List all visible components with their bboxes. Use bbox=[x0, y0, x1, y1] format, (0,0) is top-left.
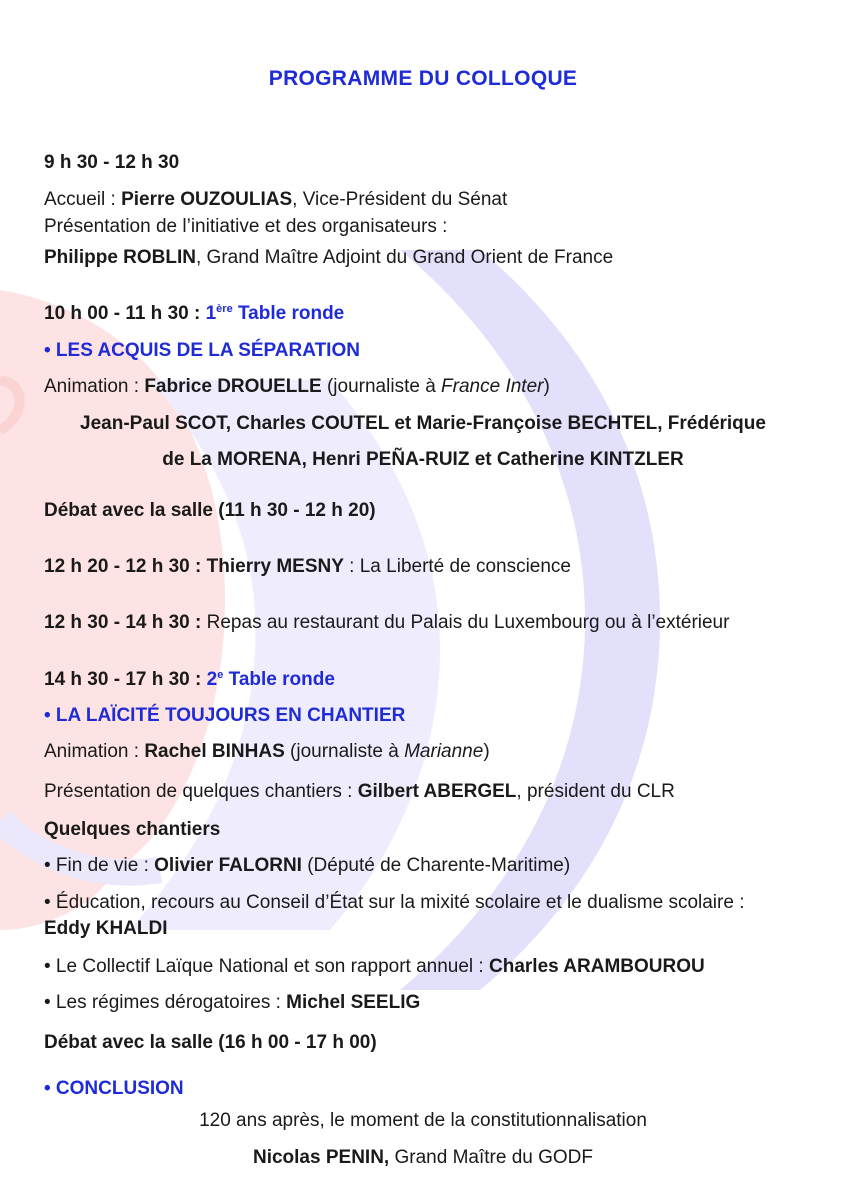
table-ronde-text: Table ronde bbox=[223, 669, 335, 690]
presenter-role: , président du CLR bbox=[516, 781, 675, 802]
lunch-text: Repas au restaurant du Palais du Luxembourg ou à l’extérieur bbox=[206, 612, 730, 633]
ordinal: 1 bbox=[205, 303, 217, 324]
speaker-name: Thierry MESNY bbox=[206, 556, 344, 577]
session-time: 12 h 20 - 12 h 30 : bbox=[44, 556, 207, 577]
moderator-name: Rachel BINHAS bbox=[144, 741, 285, 762]
ordinal-suffix: e bbox=[217, 669, 224, 681]
session-time: 12 h 30 - 14 h 30 : bbox=[44, 612, 207, 633]
moderator-role: (journaliste à bbox=[321, 376, 442, 397]
section-heading: • LA LAÏCITÉ TOUJOURS EN CHANTIER bbox=[44, 705, 406, 726]
media-name: Marianne bbox=[404, 741, 484, 762]
moderator-line bbox=[44, 375, 550, 399]
list-item bbox=[44, 991, 420, 1015]
presentation-line: Présentation de l’initiative et des organisateurs : bbox=[44, 216, 448, 237]
session-time: 14 h 30 - 17 h 30 : bbox=[44, 669, 207, 690]
roblin-role: , Grand Maître Adjoint du Grand Orient de France bbox=[196, 247, 614, 268]
mesny-line bbox=[44, 555, 571, 579]
table-ronde-1-time bbox=[44, 302, 344, 326]
item-label: • Fin de vie : bbox=[44, 855, 155, 876]
presentation-line bbox=[44, 780, 675, 804]
moderator-label: Animation : bbox=[44, 376, 145, 397]
session-time: 9 h 30 - 12 h 30 bbox=[44, 152, 180, 173]
speakers-line-2: de La MORENA, Henri PEÑA-RUIZ et Catherine KINTZLER bbox=[162, 449, 684, 470]
welcome-speaker: Pierre OUZOULIAS bbox=[121, 189, 293, 210]
item-label: • Le Collectif Laïque National et son rapport annuel : bbox=[44, 956, 489, 977]
debate-line: Débat avec la salle (16 h 00 - 17 h 00) bbox=[44, 1032, 377, 1053]
item-label: • Les régimes dérogatoires : bbox=[44, 992, 287, 1013]
moderator-role: (journaliste à bbox=[284, 741, 405, 762]
conclusion-text: 120 ans après, le moment de la constitutionnalisation bbox=[199, 1110, 647, 1131]
item-role: (Député de Charente-Maritime) bbox=[301, 855, 571, 876]
moderator-label: Animation : bbox=[44, 741, 145, 762]
item-speaker: Olivier FALORNI bbox=[154, 855, 302, 876]
speakers-line-1: Jean-Paul SCOT, Charles COUTEL et Marie-Françoise BECHTEL, Frédérique bbox=[80, 413, 766, 434]
item-speaker: Michel SEELIG bbox=[286, 992, 421, 1013]
item-speaker: Eddy KHALDI bbox=[44, 918, 168, 939]
debate-line: Débat avec la salle (11 h 30 - 12 h 20) bbox=[44, 500, 376, 521]
section-heading: • LES ACQUIS DE LA SÉPARATION bbox=[44, 340, 360, 361]
talk-topic: : La Liberté de conscience bbox=[343, 556, 571, 577]
roblin-speaker: Philippe ROBLIN bbox=[44, 247, 196, 268]
moderator-role-close: ) bbox=[483, 741, 490, 762]
presenter-name: Gilbert ABERGEL bbox=[357, 781, 517, 802]
table-ronde-2-time bbox=[44, 668, 335, 692]
conclusion-speaker: Nicolas PENIN, bbox=[252, 1147, 390, 1168]
table-ronde-label bbox=[207, 669, 335, 690]
table-ronde-label bbox=[206, 303, 345, 324]
welcome-role: , Vice-Président du Sénat bbox=[292, 189, 508, 210]
table-ronde-text: Table ronde bbox=[232, 303, 345, 324]
list-item bbox=[44, 955, 705, 979]
section-heading: • CONCLUSION bbox=[44, 1078, 184, 1099]
list-item bbox=[44, 854, 570, 878]
roblin-line bbox=[44, 246, 613, 270]
conclusion-speaker-line bbox=[0, 1146, 846, 1170]
media-name: France Inter bbox=[441, 376, 544, 397]
moderator-role-close: ) bbox=[543, 376, 550, 397]
ordinal: 2 bbox=[206, 669, 218, 690]
item-speaker: Charles ARAMBOUROU bbox=[489, 956, 705, 977]
welcome-label: Accueil : bbox=[44, 189, 122, 210]
moderator-name: Fabrice DROUELLE bbox=[144, 376, 322, 397]
welcome-line bbox=[44, 188, 507, 212]
chantiers-title: Quelques chantiers bbox=[44, 819, 221, 840]
lunch-line bbox=[44, 611, 729, 635]
conclusion-role: Grand Maître du GODF bbox=[389, 1147, 593, 1168]
list-item: • Éducation, recours au Conseil d’État sur la mixité scolaire et le dualisme scolaire : bbox=[44, 892, 745, 913]
ordinal-suffix: ère bbox=[216, 303, 233, 315]
presentation-label: Présentation de quelques chantiers : bbox=[44, 781, 358, 802]
moderator-line bbox=[44, 740, 490, 764]
session-time: 10 h 00 - 11 h 30 : bbox=[44, 303, 206, 324]
page-title: PROGRAMME DU COLLOQUE bbox=[268, 67, 578, 90]
